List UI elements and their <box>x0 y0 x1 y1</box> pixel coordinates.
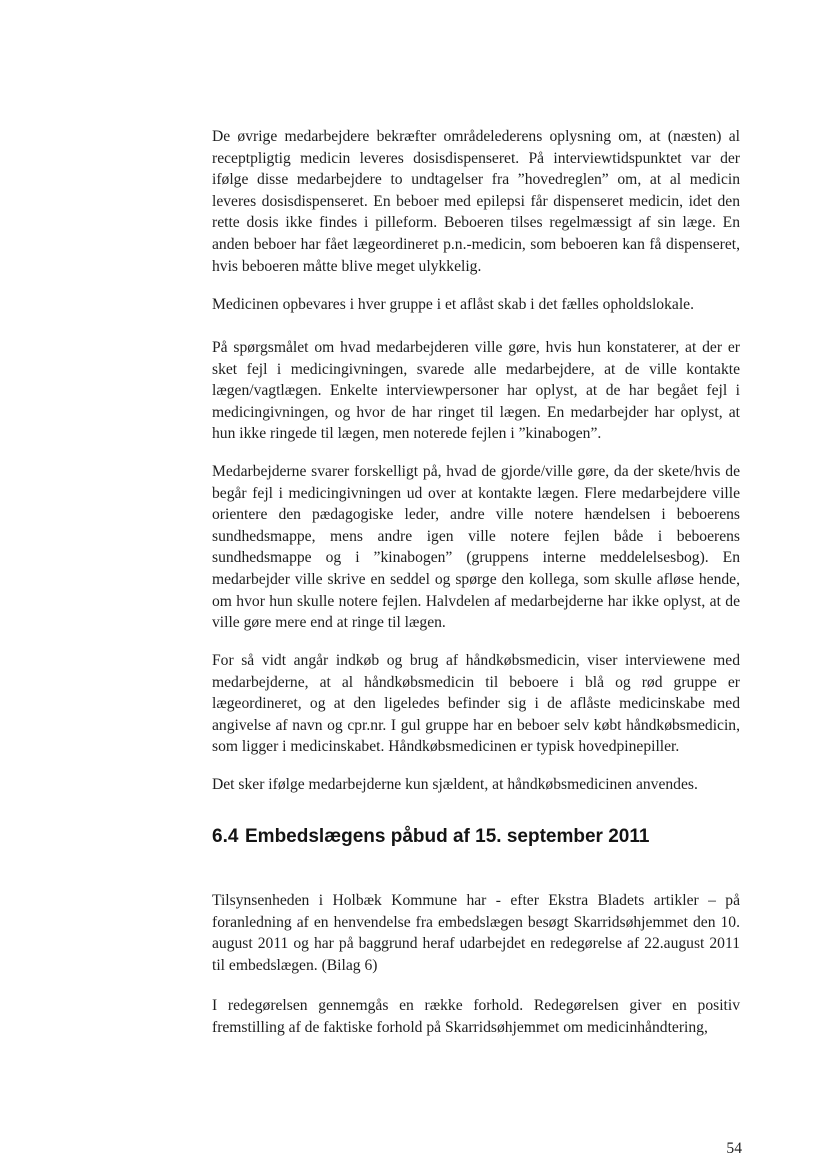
paragraph-sjaeldent-anvendt: Det sker ifølge medarbejderne kun sjældent, at håndkøbsmedicinen anvendes. <box>212 776 698 793</box>
section-title: Embedslægens påbud af 15. september 2011 <box>245 826 650 847</box>
paragraph-medicin-opbevaring: Medicinen opbevares i hver gruppe i et aflåst skab i det fælles opholdslokale. <box>212 296 694 313</box>
paragraph-medarbejder-svar: Medarbejderne svarer forskelligt på, hvad de gjorde/ville gøre, da der skete/hvis de begår fejl i medicingivningen ud over at kontakte lægen. Flere medarbejdere ville orientere den pædagogiske leder, andre ville notere hændelsen i beboerens sundhedsmappe, mens andre igen ville notere fejlen både i beboerens sundhedsmappe og i ”kinabogen” (gruppens interne meddelelsesbog). En medarbejder ville skrive en seddel og spørge den kollega, som skulle afløse hende, om hvor hun skulle notere fejlen. Halvdelen af medarbejderne har ikke oplyst, at de ville gøre mere end at ringe til lægen. <box>212 463 740 632</box>
paragraph-haandkoebsmedicin: For så vidt angår indkøb og brug af håndkøbsmedicin, viser interviewene med medarbejderne, at al håndkøbsmedicin til beboere i blå og rød gruppe er lægeordineret, og at den ligeledes befinder sig i de aflåste medicinskabe med angivelse af navn og cpr.nr. I gul gruppe har en beboer selv købt håndkøbsmedicin, som ligger i medicinskabet. Håndkøbsmedicinen er typisk hovedpinepiller. <box>212 652 740 756</box>
section-number: 6.4 <box>212 826 239 847</box>
page-number: 54 <box>726 1140 742 1157</box>
paragraph-tilsynsenheden: Tilsynsenheden i Holbæk Kommune har - efter Ekstra Bladets artikler – på foranledning af en henvendelse fra embedslægen besøgt Skarridsøhjemmet den 10. august 2011 og har på baggrund heraf udarbejdet en redegørelse af 22.august 2011 til embedslægen. (Bilag 6) <box>212 892 740 974</box>
paragraph-fejl-medicingivning: På spørgsmålet om hvad medarbejderen ville gøre, hvis hun konstaterer, at der er sket fejl i medicingivningen, svarede alle medarbejdere, at de ville kontakte lægen/vagtlægen. Enkelte interviewpersoner har oplyst, at de har begået fejl i medicingivningen, og hvor de har ringet til lægen. En medarbejder har oplyst, at hun ikke ringede til lægen, men noterede fejlen i ”kinabogen”. <box>212 339 740 443</box>
paragraph-redegoerelsen: I redegørelsen gennemgås en række forhold. Redegørelsen giver en positiv fremstilling af de faktiske forhold på Skarridsøhjemmet om medicinhåndtering, <box>212 997 740 1036</box>
section-heading <box>212 826 712 848</box>
paragraph-dosisdispensering: De øvrige medarbejdere bekræfter områdelederens oplysning om, at (næsten) al receptpligtig medicin leveres dosisdispenseret. På interviewtidspunktet var der ifølge disse medarbejdere to undtagelser fra ”hovedreglen” om, at al medicin leveres dosisdispenseret. En beboer med epilepsi får dispenseret medicin, idet den rette dosis ikke findes i pilleform. Beboeren tilses regelmæssigt af sin læge. En anden beboer har fået lægeordineret p.n.-medicin, som beboeren kan få dispenseret, hvis beboeren måtte blive meget ulykkelig. <box>212 128 740 275</box>
